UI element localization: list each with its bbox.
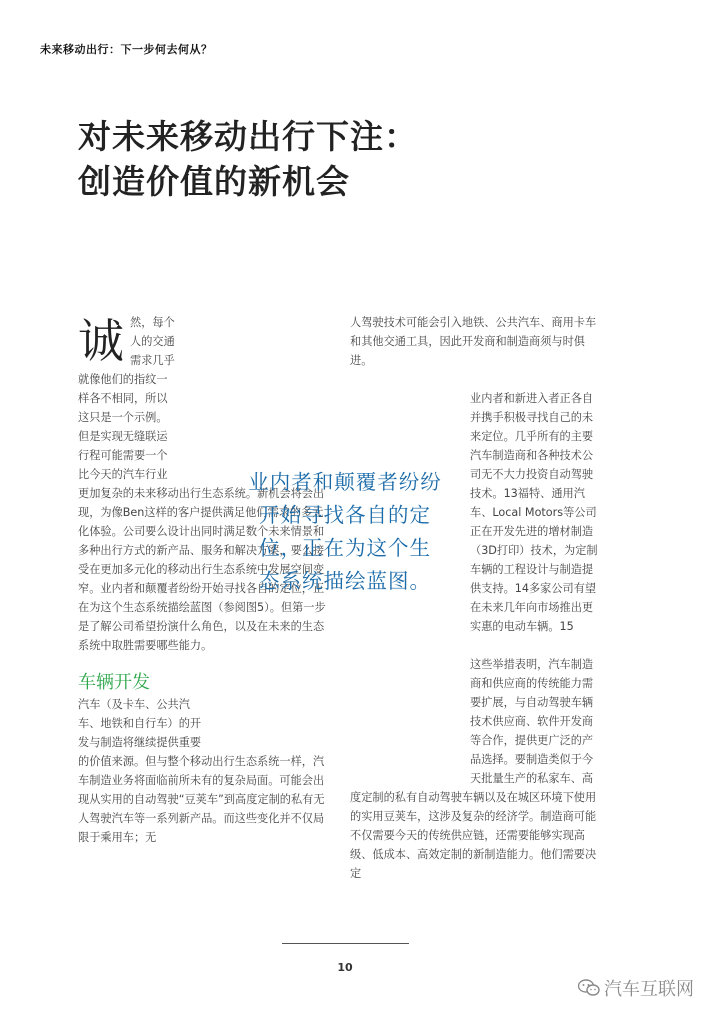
watermark [578,975,694,1001]
pull-quote [234,466,456,598]
running-header: 未来移动出行：下一步何去何从？ [40,43,213,56]
footer-divider [282,943,409,944]
pull-quote-line-4: 态系统描绘蓝图。 [259,569,431,593]
section-heading-vehicle-development: 车辆开发 [78,672,150,693]
right-paragraph-2: 业内者和新进入者正各自并携手积极寻找自己的未来定位。几乎所有的主要汽车制造商和各种技术公司无不大力投资自动驾驶技术。13福特、通用汽车、Local Motors等公司正在开发先进的增材制造（3D打印）技术，为定制车辆的工程设计与制造提供支持。14多家公司有望在未来几年向市场推出更实惠的电动车辆。15 [470,392,598,633]
page-number: 10 [337,961,353,974]
page-title [78,114,418,204]
page-title-line-2: 创造价值的新机会 [78,162,350,201]
watermark-text: 汽车互联网 [604,979,694,1000]
pull-quote-line-2: 开始寻找各自的定 [259,503,431,527]
right-column [350,313,602,883]
intro-paragraph: 然，每个人的交通需求几乎就像他们的指纹一样各不相同，所以这只是一个示例。但是实现无缝联运行程可能需要一个比今天的汽车行业更加复杂的未来移动出行生态系统。新机会将会出现，为像Ben这样的客户提供满足他们需求的多元化体验。公司要么设计出同时满足数个未来情景和多种出行方式的新产品、服务和解决方案，要么接受在更加多元化的移动出行生态系统中发展空间变窄。业内者和颠覆者纷纷开始寻找各自的定位，正在为这个生态系统描绘蓝图（参阅图5）。但第一步是了解公司希望扮演什么角色，以及在未来的生态系统中取胜需要哪些能力。 [78,316,326,652]
wechat-icon [578,979,600,997]
right-paragraph-3: 这些举措表明，汽车制造商和供应商的传统能力需要扩展，与自动驾驶车辆技术供应商、软件开发商等合作，提供更广泛的产品选择。要制造类似于今天批量生产的私家车、高度定制的私有自动驾驶车辆以及在城区环境下使用的实用豆荚车，这涉及复杂的经济学。制造商可能不仅需要今天的传统供应链，还需要能够实现高级、低成本、高效定制的新制造能力。他们需要决定 [350,658,597,880]
page-title-line-1: 对未来移动出行下注： [78,117,418,156]
vehicle-development-paragraph: 汽车（及卡车、公共汽车、地铁和自行车）的开发与制造将继续提供重要的价值来源。但与整个移动出行生态系统一样，汽车制造业务将面临前所未有的复杂局面。可能会出现从实用的自动驾驶“豆荚车”到高度定制的私有无人驾驶汽车等一系列新产品。而这些变化并不仅局限于乘用车；无 [78,698,325,844]
right-paragraph-1: 人驾驶技术可能会引入地铁、公共汽车、商用卡车和其他交通工具，因此开发商和制造商须与时俱进。 [350,316,597,367]
dropcap: 诚 [78,314,124,368]
pull-quote-line-1: 业内者和颠覆者纷纷 [248,470,442,494]
pull-quote-line-3: 位，正在为这个生 [259,536,431,560]
